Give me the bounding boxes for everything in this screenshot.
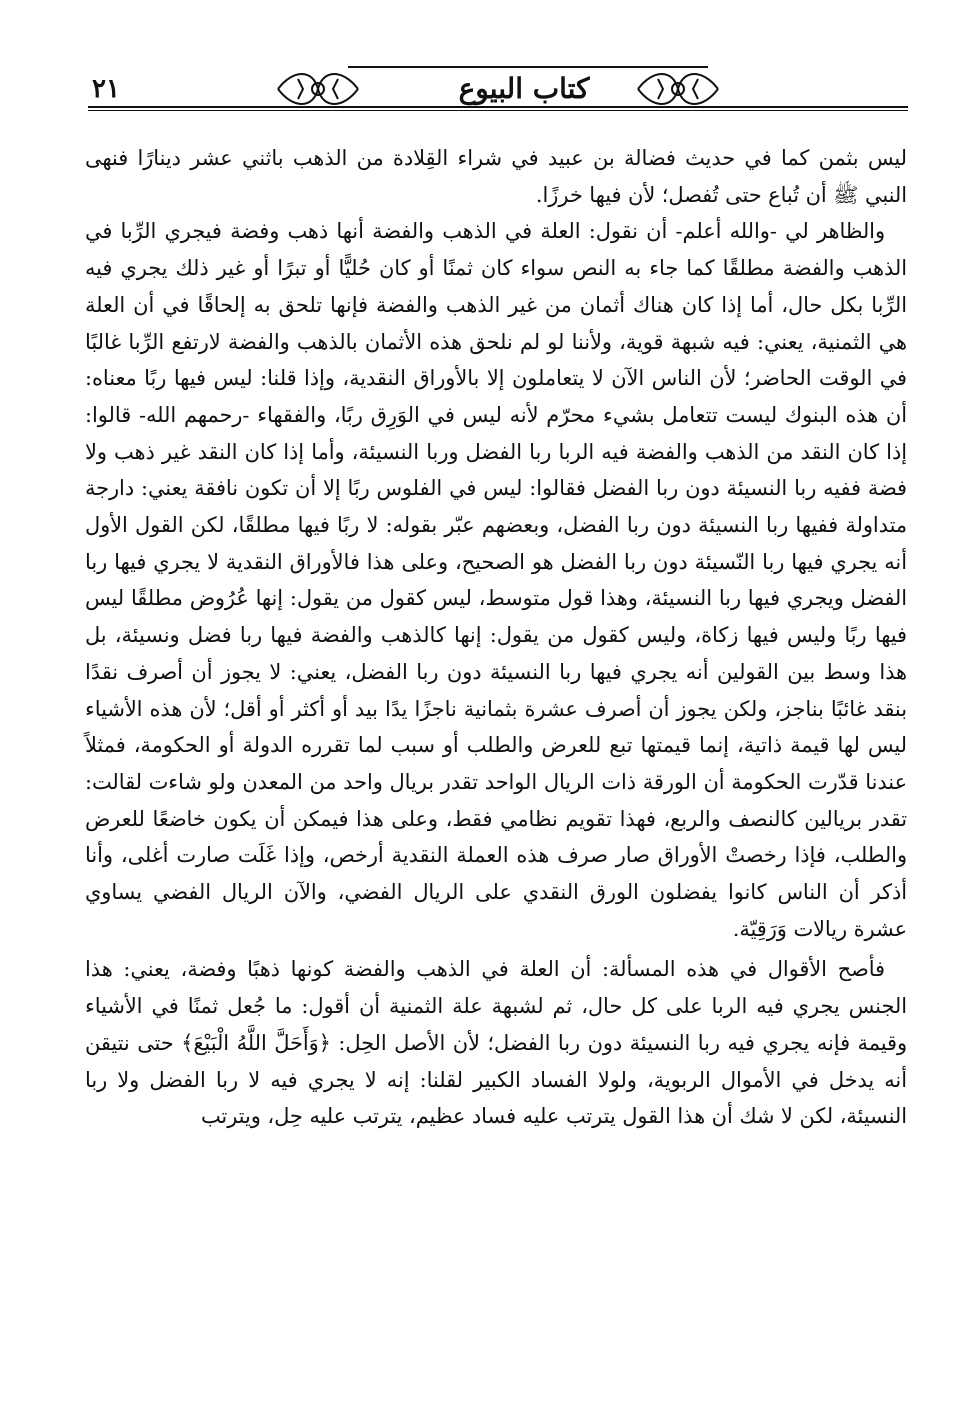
paragraph-conclusion: فأصح الأقوال في هذه المسألة: أن العلة في الذهب والفضة كونها ذهبًا وفضة، يعني: هذا الجنس يجري فيه الربا على كل حال، ثم لشبهة علة الثمنية أن أقول: ما جُعل ثمنًا في الأشياء وقيمة فإنه يجري فيه ربا النسيئة دون ربا الفضل؛ لأن الأصل الحِل: ﴿وَأَحَلَّ اللَّهُ الْبَيْعَ﴾ حتى نتيقن أنه يدخل في الأموال الربوية، ولولا الفساد الكبير لقلنا: إنه لا يجري فيه لا ربا الفضل ولا ربا النسيئة، لكن لا شك أن هذا القول يترتب عليه فساد عظيم، يترتب عليه حِل، ويترتب xyxy=(85,957,907,1129)
page-number: ٢١ xyxy=(92,74,120,104)
page-header xyxy=(88,62,908,122)
header-rule xyxy=(88,106,908,111)
ornament-right-icon xyxy=(633,64,723,114)
paragraph-main: والظاهر لي -والله أعلم- أن نقول: العلة في الذهب والفضة أنها ذهب وفضة فيجري الرِّبا في الذهب والفضة مطلقًا كما جاء به النص سواء كان ثمنًا أو كان حُليًّا أو تبرًا أو غير ذلك يجري فيه الرِّبا بكل حال، أما إذا كان هناك أثمان من غير الذهب والفضة فإنها تلحق به إلحاقًا في أن العلة هي الثمنية، يعني: فيه شبهة قوية، ولأننا لو لم نلحق هذه الأثمان بالذهب والفضة لارتفع الرِّبا غالبًا في الوقت الحاضر؛ لأن الناس الآن لا يتعاملون إلا بالأوراق النقدية، وإذا قلنا: ليس فيها ربًا معناه: أن هذه البنوك ليست تتعامل بشيء محرّم لأنه ليس في الوَرِق ربًا، والفقهاء -رحمهم الله- قالوا: إذا كان النقد من الذهب والفضة فيه الربا ربا الفضل وربا النسيئة، وأما إذا كان النقد غير ذهب ولا فضة ففيه ربا النسيئة دون ربا الفضل فقالوا: ليس في الفلوس ربًا إلا أن تكون نافقة يعني: دارجة متداولة ففيها ربا النسيئة دون ربا الفضل، وبعضهم عبّر بقوله: لا ربًا فيها مطلقًا، لكن القول الأول أنه يجري فيها ربا النّسيئة دون ربا الفضل هو الصحيح، وعلى هذا فالأوراق النقدية لا يجري فيها ربا الفضل ويجري فيها ربا النسيئة، وهذا قول متوسط، ليس كقول من يقول: إنها عُرُوض مطلقًا ليس فيها ربًا وليس فيها زكاة، وليس كقول من يقول: إنها كالذهب والفضة فيها ربا فضل ونسيئة، بل هذا وسط بين القولين أنه يجري فيها ربا النسيئة دون ربا الفضل، يعني: لا يجوز أن أصرف نقدًا بنقد غائبًا بناجز، ولكن يجوز أن أصرف عشرة بثمانية ناجزًا يدًا بيد أو أكثر أو أقل؛ لأن هذه الأشياء ليس لها قيمة ذاتية، إنما قيمتها تبع للعرض والطلب أو سبب لما تقرره الدولة أو الحكومة، فمثلاً عندنا قدّرت الحكومة أن الورقة ذات الريال الواحد تقدر بريال واحد من المعدن ولو شاءت لقالت: تقدر بريالين كالنصف والربع، فهذا تقويم نظامي فقط، وعلى هذا فيمكن أن يكون خاضعًا للعرض والطلب، فإذا رخصتْ الأوراق صار صرف هذه العملة النقدية أرخص، وإذا غَلَت صارت أغلى، وأنا أذكر أن الناس كانوا يفضلون الورق النقدي على الريال الفضي، والآن الريال الفضي يساوي عشرة ريالات وَرَقِيّة. xyxy=(85,219,908,941)
page-body xyxy=(85,140,907,1135)
paragraph-continuation: ليس بثمن كما في حديث فضالة بن عبيد في شراء القِلادة من الذهب باثني عشر دينارًا فنهى النبي ﷺ أن تُباع حتى تُفصل؛ لأن فيها خرزًا. xyxy=(85,146,907,207)
ornament-left-icon xyxy=(273,64,363,114)
chapter-title: كتاب البيوع xyxy=(388,72,660,105)
